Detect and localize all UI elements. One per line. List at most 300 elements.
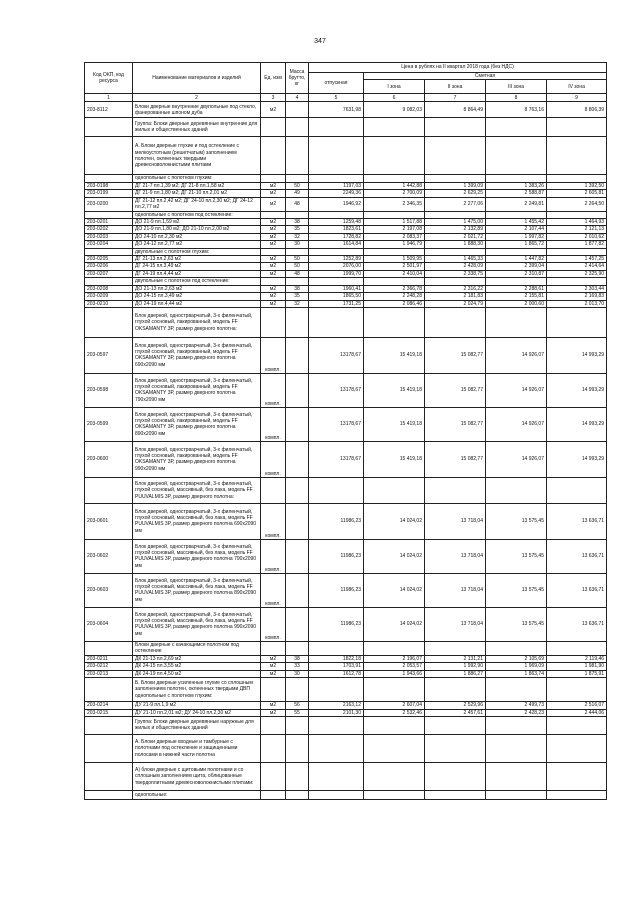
table-row [85,503,607,539]
cell-price-otpusk [309,307,364,337]
cell-name: Блоки дверные внутренние двупольные под стекло, фанерованные шпоном дуба [133,102,261,118]
table-row [85,300,607,307]
cell-zone-4: 2 010,62 [547,233,607,240]
cell-unit [261,248,286,255]
cell-zone-2: 15 082,77 [425,373,486,407]
cell-zone-1 [364,175,425,182]
cell-code [85,248,133,255]
table-row [85,137,607,175]
cell-price-otpusk [309,734,364,762]
cell-unit [261,118,286,137]
cell-unit: компл. [261,573,286,607]
table-row [85,573,607,607]
cell-mass [286,337,309,373]
cell-mass [286,373,309,407]
cell-price-otpusk: 1703,91 [309,663,364,670]
col-number: 6 [364,94,425,102]
cell-unit: компл. [261,407,286,441]
cell-name: ДО 21-13 пл.2,63 м2 [133,285,261,292]
cell-code: 203-0206 [85,263,133,270]
cell-mass: 55 [286,709,309,716]
cell-zone-2: 2 316,22 [425,285,486,292]
cell-zone-4: 13 636,71 [547,503,607,539]
table-row [85,293,607,300]
cell-code: 203-0202 [85,226,133,233]
cell-price-otpusk [309,278,364,285]
cell-code: 203-0199 [85,190,133,197]
cell-zone-1 [364,762,425,790]
cell-zone-2: 8 864,49 [425,102,486,118]
cell-price-otpusk: 11986,23 [309,573,364,607]
cell-name: Б. Блоки дверные усиленные глухие со сплошным заполнением полотен, оклеенных твердыми ДВП однопольные с полотном глухим: [133,678,261,702]
cell-zone-4: 2 414,64 [547,263,607,270]
cell-zone-4 [547,734,607,762]
cell-price-otpusk [309,762,364,790]
table-row [85,219,607,226]
cell-name: Блок дверной, однострварчатый, 3-х филенчатый, глухой сосновый, массивный, без лака, модель FF PUUVALMIS 3P, размер дверного полотна: [133,477,261,503]
cell-zone-3: 13 575,45 [486,573,547,607]
cell-zone-3 [486,678,547,702]
cell-zone-3: 1 383,26 [486,182,547,189]
cell-price-otpusk: 11986,23 [309,539,364,573]
col-number: 5 [309,94,364,102]
cell-code: 203-0214 [85,702,133,709]
cell-mass: 38 [286,219,309,226]
cell-zone-3: 8 763,16 [486,102,547,118]
cell-price-otpusk: 1259,48 [309,219,364,226]
cell-zone-1 [364,678,425,702]
cell-mass [286,641,309,655]
table-row [85,197,607,211]
cell-mass: 56 [286,702,309,709]
table-row [85,373,607,407]
cell-zone-4 [547,762,607,790]
cell-price-otpusk: 1614,84 [309,241,364,248]
cell-zone-3: 2 107,44 [486,226,547,233]
cell-mass [286,678,309,702]
cell-zone-1: 1 943,66 [364,670,425,677]
cell-zone-2: 2 529,96 [425,702,486,709]
cell-name: ДО 21-9 пл.1,59 м2 [133,219,261,226]
col-number: 1 [85,94,133,102]
table-row [85,182,607,189]
table-row [85,441,607,477]
cell-zone-3: 1 447,82 [486,256,547,263]
table-row [85,118,607,137]
cell-zone-2: 1 475,00 [425,219,486,226]
cell-name: Блок дверной, однострварчатый, 3-х филенчатый, глухой сосновый, массивный, без лака, модель FF PUUVALMIS 3P, размер дверного полотна 890x2090 мм [133,573,261,607]
cell-code: 203-0603 [85,573,133,607]
cell-mass [286,175,309,182]
table-row [85,270,607,277]
cell-zone-4 [547,716,607,734]
cell-mass [286,734,309,762]
table-row [85,175,607,182]
cell-name: Блоки дверные с качающимся полотном под остекление [133,641,261,655]
col-number: 8 [486,94,547,102]
cell-zone-1 [364,641,425,655]
cell-zone-4: 13 636,71 [547,539,607,573]
cell-zone-3 [486,307,547,337]
cell-unit [261,307,286,337]
cell-zone-2: 1 886,27 [425,670,486,677]
cell-code [85,790,133,799]
cell-unit: компл. [261,539,286,573]
cell-code: 203-0209 [85,293,133,300]
table-row [85,641,607,655]
table-row [85,226,607,233]
cell-zone-3: 1 969,09 [486,663,547,670]
cell-code [85,211,133,218]
cell-zone-3: 1 455,42 [486,219,547,226]
cell-name: ДГ 21-7 пл.1,39 м2; ДГ 21-8 пл.1,58 м2 [133,182,261,189]
table-row [85,407,607,441]
table-row [85,539,607,573]
cell-unit [261,790,286,799]
table-row [85,734,607,762]
header-smetnaya: Сметная [364,73,607,80]
cell-zone-4: 1 392,50 [547,182,607,189]
cell-name: А. Блоки дверные глухие и под остекление с мелкоустотным (решетчатым) заполнением полотен, оклеенных твердыми древесноволокнистыми плитами [133,137,261,175]
cell-unit: м2 [261,256,286,263]
cell-mass [286,573,309,607]
cell-zone-2: 1 992,90 [425,663,486,670]
cell-name: Блок дверной, однострварчатый, 3-х филенчатый, глухой сосновый, массивный, без лака, модель FF PUUVALMIS 3P, размер дверного полотна 690x2090 мм [133,503,261,539]
cell-zone-4 [547,278,607,285]
cell-name: однопольные: [133,790,261,799]
cell-zone-1: 2 083,37 [364,233,425,240]
cell-zone-3 [486,762,547,790]
cell-price-otpusk: 1865,50 [309,293,364,300]
cell-price-otpusk: 7631,98 [309,102,364,118]
cell-name: Группа: Блоки дверные деревянные наружные для жилых и общественных зданий [133,716,261,734]
cell-zone-4 [547,307,607,337]
cell-mass: 48 [286,270,309,277]
cell-zone-3 [486,790,547,799]
table-row [85,678,607,702]
cell-code [85,762,133,790]
cell-zone-3: 13 575,45 [486,539,547,573]
cell-zone-3 [486,248,547,255]
cell-zone-3: 2 288,61 [486,285,547,292]
cell-zone-1: 1 509,95 [364,256,425,263]
header-zone-2: II зона [425,80,486,94]
cell-price-otpusk: 1823,61 [309,226,364,233]
cell-mass [286,539,309,573]
cell-mass: 50 [286,256,309,263]
cell-unit: компл. [261,441,286,477]
cell-name: Блок дверной, однострварчатый, 3-х филенчатый, глухой сосновый, лакированный, модель FF OKSAMANTY 3P, размер дверного полотна 690x2090 мм [133,337,261,373]
table-row [85,762,607,790]
cell-unit: компл. [261,503,286,539]
cell-unit: м2 [261,663,286,670]
cell-zone-2 [425,175,486,182]
cell-zone-3: 2 428,23 [486,709,547,716]
cell-name: ДК 21-13 пл.2,69 м2 [133,655,261,662]
cell-mass: 32 [286,300,309,307]
table-row [85,663,607,670]
cell-zone-4: 2 444,06 [547,709,607,716]
cell-zone-4 [547,118,607,137]
cell-name: А. Блоки дверные входные и тамбурные с полотнами под остекление и защищенными полосами в нижней части полотна [133,734,261,762]
cell-zone-4: 2 119,46 [547,655,607,662]
cell-unit: м2 [261,670,286,677]
cell-zone-2: 1 888,30 [425,241,486,248]
cell-price-otpusk: 1946,92 [309,197,364,211]
cell-mass: 32 [286,233,309,240]
cell-code: 203-0201 [85,219,133,226]
cell-mass [286,407,309,441]
cell-unit [261,477,286,503]
cell-zone-2: 2 338,75 [425,270,486,277]
cell-zone-4 [547,248,607,255]
cell-price-otpusk: 11986,23 [309,607,364,641]
cell-unit: компл. [261,337,286,373]
cell-name: ДО 24-12 пл.2,77 м2 [133,241,261,248]
cell-zone-2 [425,307,486,337]
cell-name: ДГ 21-13 пл.2,63 м2 [133,256,261,263]
cell-zone-4: 13 636,71 [547,607,607,641]
cell-unit: м2 [261,197,286,211]
cell-name: ДУ 21-9 пл.1,9 м2 [133,702,261,709]
cell-zone-4: 13 636,71 [547,573,607,607]
cell-zone-1: 2 366,78 [364,285,425,292]
cell-zone-2 [425,477,486,503]
cell-zone-1: 15 419,18 [364,407,425,441]
table-row [85,709,607,716]
cell-zone-3: 2 249,81 [486,197,547,211]
cell-zone-1 [364,211,425,218]
cell-zone-3: 1 865,72 [486,241,547,248]
cell-code [85,307,133,337]
cell-zone-3: 2 105,69 [486,655,547,662]
cell-code [85,641,133,655]
cell-zone-2: 13 718,04 [425,503,486,539]
table-row [85,263,607,270]
cell-unit: м2 [261,190,286,197]
cell-price-otpusk: 1822,18 [309,655,364,662]
cell-name: ДО 24-10 пл.2,30 м2 [133,233,261,240]
cell-name: ДУ 21-10 пл.2,01 м2; ДУ 24-10 пл.2,30 м2 [133,709,261,716]
cell-name: однопольные с полотном глухим: [133,175,261,182]
col-number: 3 [261,94,286,102]
cell-zone-2: 2 277,06 [425,197,486,211]
cell-price-otpusk: 1731,25 [309,300,364,307]
cell-zone-1: 9 082,03 [364,102,425,118]
cell-price-otpusk [309,678,364,702]
cell-zone-4: 1 457,25 [547,256,607,263]
cell-zone-2 [425,734,486,762]
cell-mass [286,477,309,503]
cell-zone-2: 2 457,61 [425,709,486,716]
cell-zone-2 [425,762,486,790]
cell-name: Блок дверной, однострварчатый, 3-х филенчатый, глухой сосновый, лакированный, модель FF OKSAMANTY 3P, размер дверного полотна 790x2090 мм [133,373,261,407]
page-number: 347 [314,38,326,45]
cell-zone-1: 2 248,28 [364,293,425,300]
cell-unit: м2 [261,102,286,118]
table-row [85,190,607,197]
cell-zone-2 [425,716,486,734]
cell-mass [286,102,309,118]
cell-name: Группа: Блоки дверные деревянные внутренние для жилых и общественных зданий [133,118,261,137]
header-mass: Масса брутто, кг [286,63,309,94]
cell-code: 203-0602 [85,539,133,573]
cell-price-otpusk [309,477,364,503]
cell-code [85,137,133,175]
cell-zone-3 [486,211,547,218]
cell-mass [286,762,309,790]
col-number: 7 [425,94,486,102]
cell-price-otpusk: 1252,89 [309,256,364,263]
cell-price-otpusk: 1197,03 [309,182,364,189]
cell-zone-1: 14 024,02 [364,503,425,539]
cell-code: 203-0600 [85,441,133,477]
table-row [85,670,607,677]
cell-name: ДК 24-19 пл.4,50 м2 [133,670,261,677]
cell-zone-4: 14 993,29 [547,373,607,407]
cell-zone-4 [547,137,607,175]
cell-zone-1: 2 196,07 [364,655,425,662]
table-row [85,607,607,641]
cell-zone-3 [486,716,547,734]
cell-code: 203-0208 [85,285,133,292]
cell-price-otpusk [309,790,364,799]
cell-name: Блок дверной, однострварчатый, 3-х филенчатый, глухой сосновый, лакированный, модель FF OKSAMANTY 3P, размер дверного полотна: [133,307,261,337]
cell-zone-4: 2 169,83 [547,293,607,300]
cell-unit: компл. [261,373,286,407]
table-row [85,307,607,337]
cell-mass: 35 [286,226,309,233]
cell-zone-4: 2 325,90 [547,270,607,277]
cell-zone-2: 2 021,72 [425,233,486,240]
cell-name: двупольные с полотном под остекление: [133,278,261,285]
cell-zone-1: 2 607,04 [364,702,425,709]
cell-zone-3: 1 997,82 [486,233,547,240]
table-row [85,655,607,662]
cell-unit: м2 [261,219,286,226]
cell-code [85,278,133,285]
cell-unit: м2 [261,285,286,292]
cell-zone-3: 14 926,07 [486,407,547,441]
cell-zone-4: 1 875,91 [547,670,607,677]
cell-code: 203-0601 [85,503,133,539]
cell-name: Блок дверной, однострварчатый, 3-х филенчатый, глухой сосновый, лакированный, модель FF OKSAMANTY 3P, размер дверного полотна 890x2090 мм [133,407,261,441]
cell-zone-3: 2 155,81 [486,293,547,300]
cell-zone-1 [364,278,425,285]
header-price-title: Цена в рублях на II квартал 2018 года (без НДС) [309,63,607,73]
cell-price-otpusk [309,175,364,182]
cell-mass [286,441,309,477]
cell-zone-4 [547,211,607,218]
cell-mass [286,607,309,641]
cell-unit: м2 [261,293,286,300]
cell-zone-4: 14 993,29 [547,441,607,477]
cell-price-otpusk: 2249,36 [309,190,364,197]
cell-zone-2: 15 082,77 [425,441,486,477]
cell-price-otpusk: 13178,67 [309,373,364,407]
cell-code [85,175,133,182]
cell-zone-4: 14 993,29 [547,407,607,441]
cell-mass: 50 [286,263,309,270]
cell-price-otpusk: 1612,78 [309,670,364,677]
cell-code: 203-0204 [85,241,133,248]
table-row [85,256,607,263]
cell-price-otpusk: 1999,70 [309,270,364,277]
cell-zone-3 [486,477,547,503]
cell-name: ДО 24-15 пл.3,49 м2 [133,293,261,300]
cell-zone-2: 15 082,77 [425,407,486,441]
cell-mass [286,278,309,285]
cell-zone-3 [486,175,547,182]
cell-zone-1: 2 086,46 [364,300,425,307]
cell-mass: 30 [286,670,309,677]
cell-zone-4 [547,641,607,655]
cell-zone-2: 2 131,21 [425,655,486,662]
cell-name: ДО 24-19 пл.4,44 м2 [133,300,261,307]
col-number: 9 [547,94,607,102]
cell-zone-3: 14 926,07 [486,337,547,373]
cell-zone-4: 1 464,93 [547,219,607,226]
cell-unit: м2 [261,233,286,240]
cell-mass [286,503,309,539]
cell-code [85,477,133,503]
cell-code: 203-0215 [85,709,133,716]
cell-unit: м2 [261,709,286,716]
cell-zone-3 [486,734,547,762]
cell-code: 203-0599 [85,407,133,441]
cell-unit [261,211,286,218]
cell-zone-2: 15 082,77 [425,337,486,373]
cell-code: 203-0212 [85,663,133,670]
cell-name: ДГ 21-12 пл.2,42 м2; ДГ 24-10 пл.2,30 м2; ДГ 24-12 пл.2,77 м2 [133,197,261,211]
cell-mass [286,307,309,337]
price-table [84,62,607,800]
cell-zone-2: 2 629,25 [425,190,486,197]
cell-zone-2 [425,211,486,218]
cell-zone-2 [425,641,486,655]
cell-zone-2 [425,678,486,702]
cell-zone-4: 2 605,81 [547,190,607,197]
cell-mass: 49 [286,190,309,197]
cell-code: 203-0203 [85,233,133,240]
cell-zone-1 [364,716,425,734]
table-row [85,278,607,285]
cell-zone-2: 13 718,04 [425,607,486,641]
cell-unit [261,137,286,175]
table-row [85,790,607,799]
cell-zone-4 [547,477,607,503]
cell-zone-1: 2 410,04 [364,270,425,277]
cell-code: 203-0604 [85,607,133,641]
cell-zone-1: 14 024,02 [364,539,425,573]
cell-zone-3: 14 926,07 [486,373,547,407]
cell-zone-2 [425,137,486,175]
cell-code: 203-0198 [85,182,133,189]
cell-zone-2: 2 181,83 [425,293,486,300]
cell-zone-4: 2 303,44 [547,285,607,292]
cell-zone-3 [486,278,547,285]
cell-zone-1: 1 946,79 [364,241,425,248]
cell-zone-1 [364,137,425,175]
cell-zone-2: 13 718,04 [425,573,486,607]
cell-zone-3: 2 588,87 [486,190,547,197]
cell-code: 203-8112 [85,102,133,118]
cell-code: 203-0200 [85,197,133,211]
table-row [85,211,607,218]
cell-code: 203-0210 [85,300,133,307]
cell-price-otpusk: 13178,67 [309,407,364,441]
cell-code [85,678,133,702]
